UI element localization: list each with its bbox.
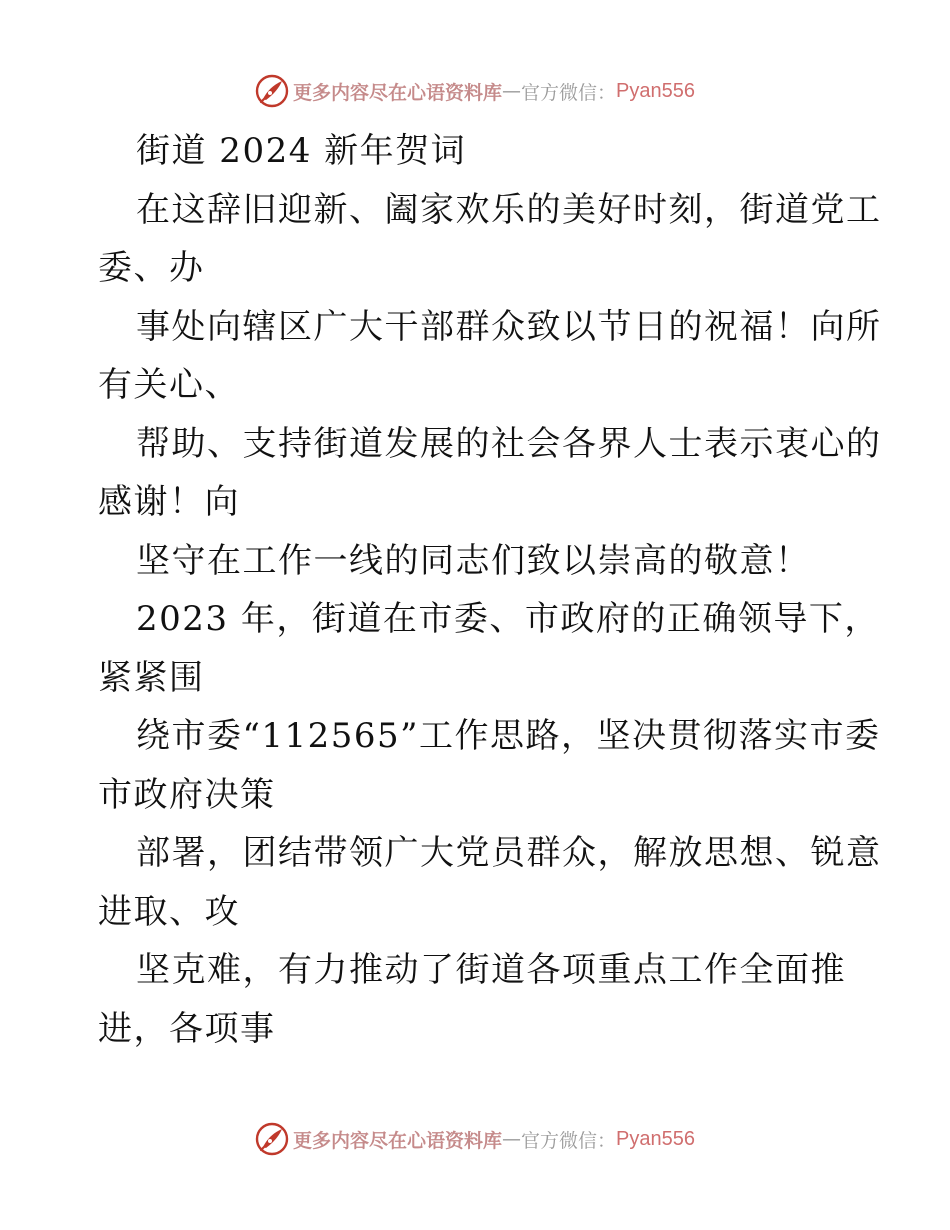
text-line: 坚克难，有力推动了街道各项重点工作全面推 — [136, 950, 846, 990]
header-wechat-label: 官方微信： — [521, 81, 617, 104]
text-line: 部署，团结带领广大党员群众，解放思想、锐意 — [136, 833, 882, 873]
text-line: 2023 年，街道在市委、市政府的正确领导下， — [136, 599, 880, 639]
text-line: 坚守在工作一线的同志们致以崇高的敬意！ — [136, 540, 811, 581]
header-watermark — [0, 69, 950, 113]
text-line: 有关心、 — [98, 365, 240, 405]
header-site-text: 更多内容尽在心语资料库 — [293, 81, 503, 104]
document-title: 街道 2024 新年贺词 — [136, 131, 467, 171]
footer-watermark — [0, 1117, 950, 1161]
text-line: 紧紧围 — [98, 657, 205, 698]
text-line: 在这辞旧迎新、阖家欢乐的美好时刻，街道党工 — [136, 189, 882, 230]
header-dash: — — [502, 80, 522, 102]
text-line: 市政府决策 — [98, 774, 276, 815]
footer-site-text: 更多内容尽在心语资料库 — [293, 1129, 503, 1152]
footer-wechat-id: Pyan556 — [616, 1127, 695, 1150]
text-line: 绕市委“112565”工作思路，坚决贯彻落实市委 — [136, 716, 881, 756]
footer-dash: — — [502, 1128, 522, 1150]
text-line: 进，各项事 — [98, 1008, 276, 1049]
text-line: 委、办 — [98, 248, 205, 288]
document-body — [98, 122, 882, 1058]
text-line: 进取、攻 — [98, 891, 240, 932]
footer-wechat-label: 官方微信： — [521, 1129, 617, 1152]
pen-nib-logo-icon — [255, 1122, 289, 1156]
text-line: 感谢！向 — [98, 482, 240, 522]
pen-nib-logo-icon — [255, 74, 289, 108]
header-wechat-id: Pyan556 — [616, 79, 695, 102]
text-line: 事处向辖区广大干部群众致以节日的祝福！向所 — [136, 306, 882, 347]
text-line: 帮助、支持街道发展的社会各界人士表示衷心的 — [136, 423, 882, 464]
